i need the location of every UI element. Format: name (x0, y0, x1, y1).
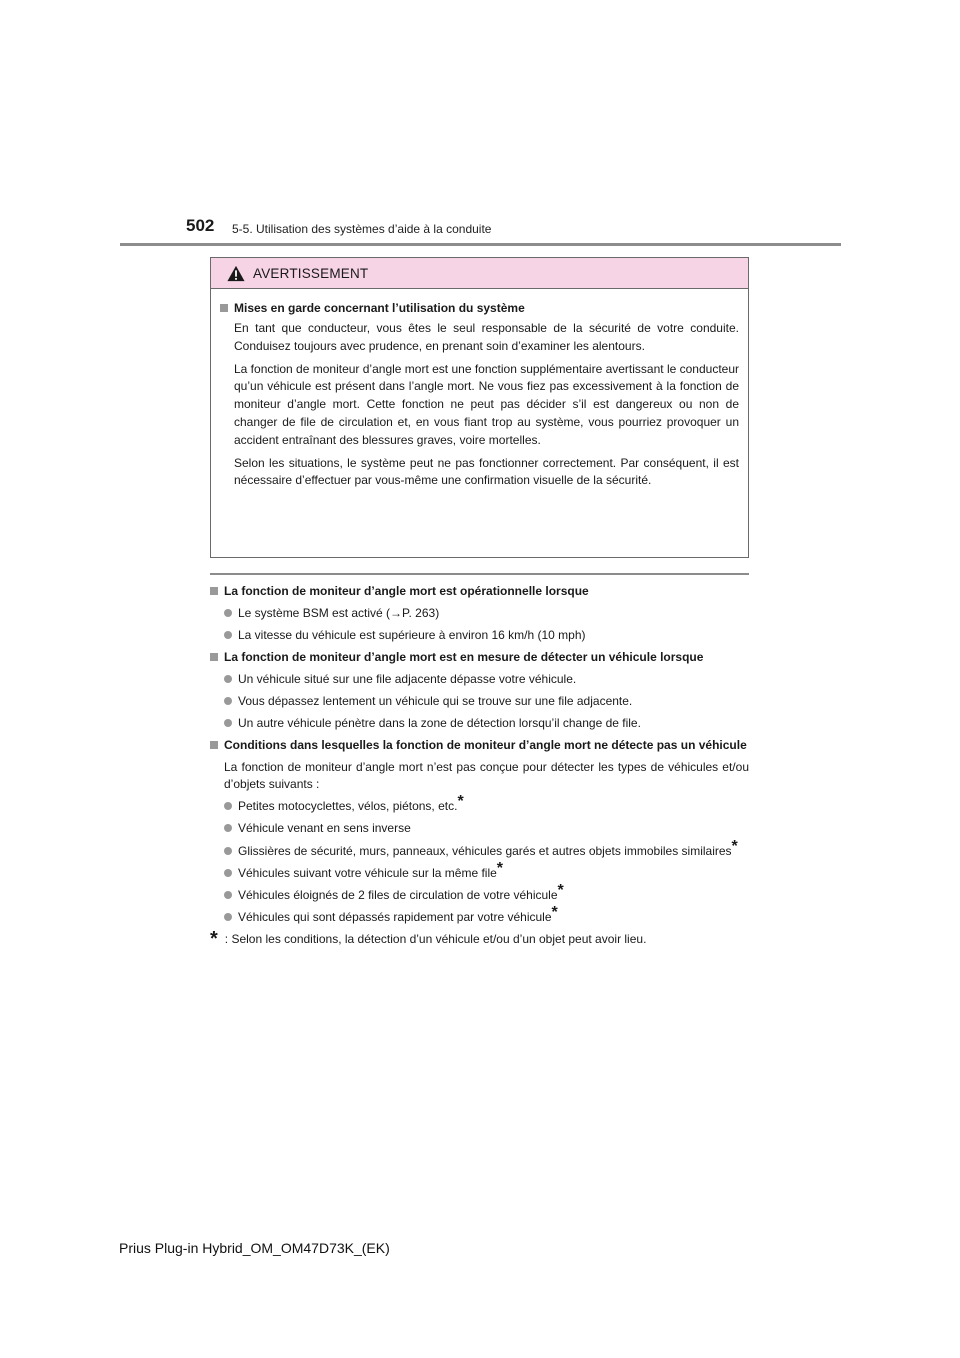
section-intro: La fonction de moniteur d’angle mort n’est pas conçue pour détecter les types de véhicules et/ou d’objets suivants : (224, 759, 749, 791)
warning-paragraph: En tant que conducteur, vous êtes le seul responsable de la sécurité de votre conduite. Conduisez toujours avec prudence, en prenant soin d’examiner les alentours. (234, 321, 739, 353)
list-item-text: Un véhicule situé sur une file adjacente dépasse votre véhicule. (238, 671, 577, 686)
list-item (224, 627, 749, 644)
round-bullet-icon (224, 675, 232, 683)
round-bullet-icon (224, 802, 232, 810)
list-item (224, 715, 749, 732)
warning-triangle-icon (227, 265, 245, 282)
section-heading (210, 583, 749, 601)
warning-title: AVERTISSEMENT (253, 265, 369, 281)
asterisk-mark: * (496, 859, 504, 877)
warning-paragraph: Selon les situations, le système peut ne pas fonctionner correctement. Par conséquent, il est nécessaire d’effectuer par vous-même une confirmation visuelle de la sécurité. (234, 455, 739, 488)
round-bullet-icon (224, 824, 232, 832)
round-bullet-icon (224, 847, 232, 855)
footnote (210, 928, 749, 951)
section-divider (210, 573, 749, 575)
section-heading-text: La fonction de moniteur d’angle mort est opérationnelle lorsque (224, 584, 589, 598)
asterisk-mark: * (557, 882, 564, 900)
round-bullet-icon (224, 719, 232, 727)
asterisk-mark: * (731, 837, 738, 855)
asterisk-mark: * (551, 904, 558, 922)
page-number: 502 (186, 216, 215, 235)
footnote-asterisk: * (210, 928, 218, 951)
list-item-text (238, 882, 749, 904)
list-item-text: Vous dépassez lentement un véhicule qui se trouve sur une file adjacente. (238, 693, 633, 708)
list-item (224, 693, 749, 710)
list-item (224, 793, 749, 815)
list-item-label: Glissières de sécurité, murs, panneaux, véhicules garés et autres objets immobiles similaires (238, 843, 732, 858)
round-bullet-icon (224, 869, 232, 877)
list-item (224, 820, 749, 837)
footer-document-id: Prius Plug-in Hybrid_OM_OM47D73K_(EK) (119, 1240, 390, 1256)
section-heading-text: La fonction de moniteur d’angle mort est en mesure de détecter un véhicule lorsque (224, 650, 704, 664)
footnote-text: : Selon les conditions, la détection d’un véhicule et/ou d’un objet peut avoir lieu. (224, 932, 647, 947)
warning-heading-text: Mises en garde concernant l’utilisation du système (234, 301, 525, 315)
list-item-text (238, 859, 749, 882)
warning-heading (220, 301, 739, 315)
list-item (224, 837, 749, 860)
list-item (224, 671, 749, 688)
header-divider (120, 243, 841, 246)
list-item (224, 859, 749, 882)
warning-header (211, 258, 748, 289)
list-item-text (238, 793, 749, 815)
warning-paragraph: La fonction de moniteur d’angle mort est une fonction supplémentaire avertissant le conducteur qu’un véhicule est présent dans l’angle mort. Ne vous fiez pas excessivement à la fonction de moniteur d’angle mort. Cette fonction ne peut pas décider s’il est dangereux ou non de changer de file de circulation et, en vous fiant trop au système, vous pourriez provoquer un accident entraînant des blessures graves, voire mortelles. (234, 361, 739, 447)
list-item-label: Véhicules suivant votre véhicule sur la même file (238, 865, 497, 880)
section-title: 5-5. Utilisation des systèmes d’aide à la conduite (232, 222, 492, 236)
square-bullet-icon (210, 653, 218, 661)
square-bullet-icon (220, 304, 228, 312)
square-bullet-icon (210, 587, 218, 595)
list-item-text: Un autre véhicule pénètre dans la zone de détection lorsqu’il change de file. (238, 716, 641, 730)
square-bullet-icon (210, 741, 218, 749)
section-heading (210, 649, 749, 667)
list-item-text: Le système BSM est activé (→P. 263) (238, 605, 440, 620)
main-content (210, 583, 749, 949)
list-item-label: Véhicules éloignés de 2 files de circulation de votre véhicule (238, 888, 558, 903)
list-item (224, 904, 749, 926)
list-item-text (238, 904, 749, 926)
round-bullet-icon (224, 609, 232, 617)
section-heading-text: Conditions dans lesquelles la fonction de moniteur d’angle mort ne détecte pas un véhicule (224, 738, 747, 753)
list-item-label: Petites motocyclettes, vélos, piétons, etc. (238, 799, 458, 814)
asterisk-mark: * (457, 793, 464, 811)
warning-body (211, 289, 748, 490)
round-bullet-icon (224, 913, 232, 921)
round-bullet-icon (224, 631, 232, 639)
list-item-label: Véhicules qui sont dépassés rapidement par votre véhicule (238, 910, 552, 925)
list-item (224, 605, 749, 622)
round-bullet-icon (224, 891, 232, 899)
list-item-text (238, 837, 749, 860)
list-item-text: Véhicule venant en sens inverse (238, 821, 411, 836)
round-bullet-icon (224, 697, 232, 705)
list-item (224, 882, 749, 904)
section-heading (210, 737, 749, 755)
list-item-text: La vitesse du véhicule est supérieure à environ 16 km/h (10 mph) (238, 627, 586, 642)
warning-box (210, 257, 749, 558)
